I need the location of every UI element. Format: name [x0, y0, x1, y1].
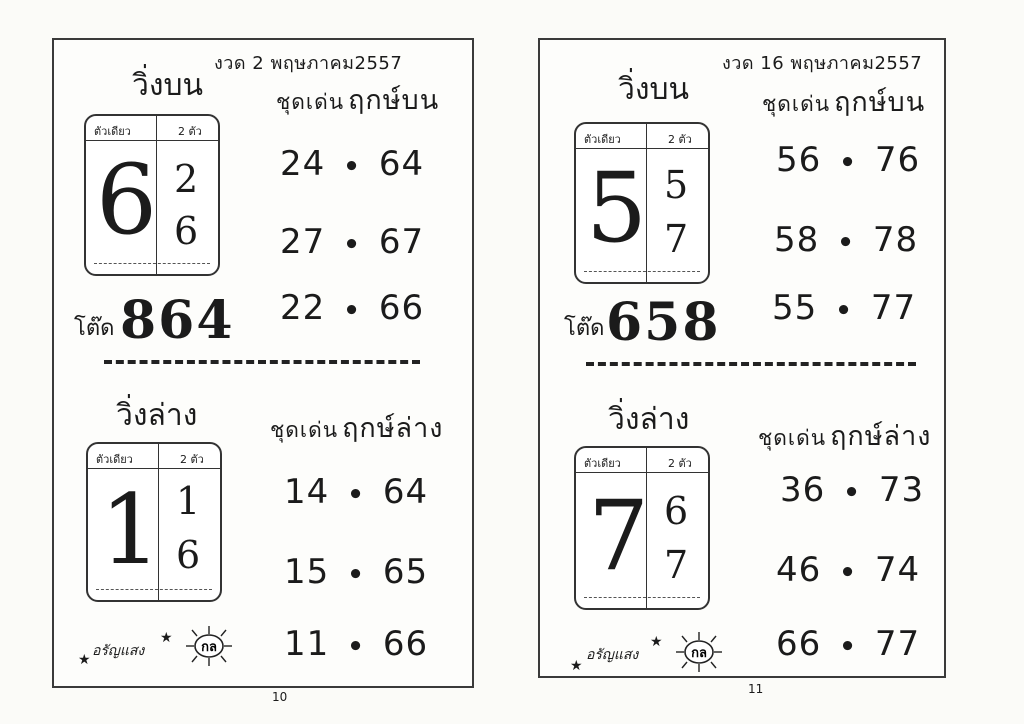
pair-left: 14 [284, 472, 330, 512]
sun-logo-text: กล [691, 646, 707, 661]
box-header-single: ตัวเดียว [96, 453, 133, 466]
pair-dot: • [839, 632, 857, 662]
pair-right: 77 [874, 624, 921, 664]
pair-dot: • [347, 560, 365, 590]
pair-dot: • [839, 558, 857, 588]
pair-right: 78 [872, 220, 919, 260]
two-digit-a: 2 [174, 157, 199, 201]
bottom-pair-3 [776, 624, 920, 664]
box-header-two: 2 ตัว [178, 125, 202, 138]
pair-left: 66 [776, 624, 822, 664]
box-dashed-line [96, 589, 212, 590]
pair-dot: • [343, 230, 361, 260]
box-dashed-line [584, 597, 700, 598]
bottom-pair-2 [776, 550, 920, 590]
sun-logo-text: กล [201, 640, 217, 655]
star-icon: ★ [650, 634, 663, 650]
bottom-section-subtitle [758, 414, 931, 457]
box-header-single: ตัวเดียว [584, 457, 621, 470]
box-dashed-line [584, 271, 700, 272]
top-pair-3 [280, 288, 424, 328]
top-pair-2 [280, 222, 424, 262]
single-digit: 7 [588, 480, 650, 592]
section-separator [104, 360, 420, 364]
top-pair-3 [772, 288, 916, 328]
pair-left: 24 [280, 144, 326, 184]
pair-right: 66 [378, 288, 425, 328]
pair-left: 58 [774, 220, 820, 260]
box-header-two: 2 ตัว [668, 457, 692, 470]
two-digit-b: 7 [664, 217, 689, 261]
page-number-right: 11 [748, 682, 764, 696]
bottom-section-subtitle [270, 406, 443, 449]
bottom-pair-1 [284, 472, 428, 512]
bottom-number-box [86, 442, 222, 602]
star-icon: ★ [78, 652, 91, 668]
pair-dot: • [343, 296, 361, 326]
tod-label: โต๊ด [564, 316, 605, 341]
pair-right: 76 [874, 140, 921, 180]
top-section-title: วิ่งบน [132, 68, 204, 103]
bottom-pair-1 [780, 470, 924, 510]
single-digit: 5 [586, 152, 648, 264]
box-header-divider [86, 140, 218, 141]
two-digit-a: 1 [176, 479, 201, 523]
right-page [538, 38, 946, 678]
sun-logo-icon [672, 630, 726, 674]
subtitle-small: ชุดเด่น [762, 92, 831, 116]
two-digit-b: 6 [176, 533, 201, 577]
box-header-single: ตัวเดียว [94, 125, 131, 138]
pair-right: 64 [382, 472, 429, 512]
two-digit-b: 7 [664, 543, 689, 587]
single-digit: 1 [100, 474, 162, 586]
pair-left: 56 [776, 140, 822, 180]
top-section-subtitle [276, 78, 439, 121]
top-number-box [84, 114, 220, 276]
two-digit-b: 6 [174, 209, 199, 253]
subtitle-small: ชุดเด่น [758, 426, 827, 450]
box-header-divider [576, 472, 708, 473]
subtitle-small: ชุดเด่น [276, 90, 345, 114]
box-header-two: 2 ตัว [180, 453, 204, 466]
pair-right: 74 [874, 550, 921, 590]
top-section-title: วิ่งบน [618, 72, 690, 107]
page-number-left: 10 [272, 690, 288, 704]
bottom-pair-2 [284, 552, 428, 592]
pair-left: 11 [284, 624, 330, 664]
pair-dot: • [839, 148, 857, 178]
box-dashed-line [94, 263, 210, 264]
top-pair-1 [280, 144, 424, 184]
draw-date: งวด 2 พฤษภาคม2557 [214, 53, 403, 74]
pair-dot: • [343, 152, 361, 182]
two-digit-a: 6 [664, 489, 689, 533]
pair-right: 66 [382, 624, 429, 664]
pair-dot: • [347, 632, 365, 662]
left-page [52, 38, 474, 688]
pair-right: 77 [870, 288, 917, 328]
pair-right: 67 [378, 222, 425, 262]
top-pair-2 [774, 220, 918, 260]
pair-right: 65 [382, 552, 429, 592]
bottom-number-box [574, 446, 710, 610]
sun-logo-icon [182, 624, 236, 668]
subtitle-small: ชุดเด่น [270, 418, 339, 442]
pair-right: 64 [378, 144, 425, 184]
top-section-subtitle [762, 80, 925, 123]
bottom-section-title: วิ่งล่าง [608, 402, 690, 437]
star-icon: ★ [570, 658, 583, 674]
single-digit: 6 [96, 144, 158, 256]
tod-number: 658 [606, 292, 721, 353]
subtitle-big: ฤกษ์บน [834, 87, 926, 118]
box-header-divider [576, 148, 708, 149]
pair-left: 22 [280, 288, 326, 328]
tod-label: โต๊ด [74, 316, 115, 341]
top-number-box [574, 122, 710, 284]
two-digit-a: 5 [664, 163, 689, 207]
bottom-pair-3 [284, 624, 428, 664]
tod-number: 864 [120, 290, 235, 351]
box-header-single: ตัวเดียว [584, 133, 621, 146]
pair-dot: • [347, 480, 365, 510]
pair-left: 15 [284, 552, 330, 592]
pair-dot: • [837, 228, 855, 258]
pair-left: 27 [280, 222, 326, 262]
section-separator [586, 362, 916, 366]
subtitle-big: ฤกษ์ล่าง [830, 421, 932, 452]
draw-date: งวด 16 พฤษภาคม2557 [722, 53, 923, 74]
pair-dot: • [835, 296, 853, 326]
top-pair-1 [776, 140, 920, 180]
pair-dot: • [843, 478, 861, 508]
box-header-divider [88, 468, 220, 469]
pair-left: 55 [772, 288, 818, 328]
subtitle-big: ฤกษ์บน [348, 85, 440, 116]
pair-right: 73 [878, 470, 925, 510]
brand-name: อรัญแสง [92, 643, 145, 659]
box-header-two: 2 ตัว [668, 133, 692, 146]
pair-left: 46 [776, 550, 822, 590]
brand-name: อรัญแสง [586, 647, 639, 663]
pair-left: 36 [780, 470, 826, 510]
bottom-section-title: วิ่งล่าง [116, 398, 198, 433]
star-icon: ★ [160, 630, 173, 646]
subtitle-big: ฤกษ์ล่าง [342, 413, 444, 444]
